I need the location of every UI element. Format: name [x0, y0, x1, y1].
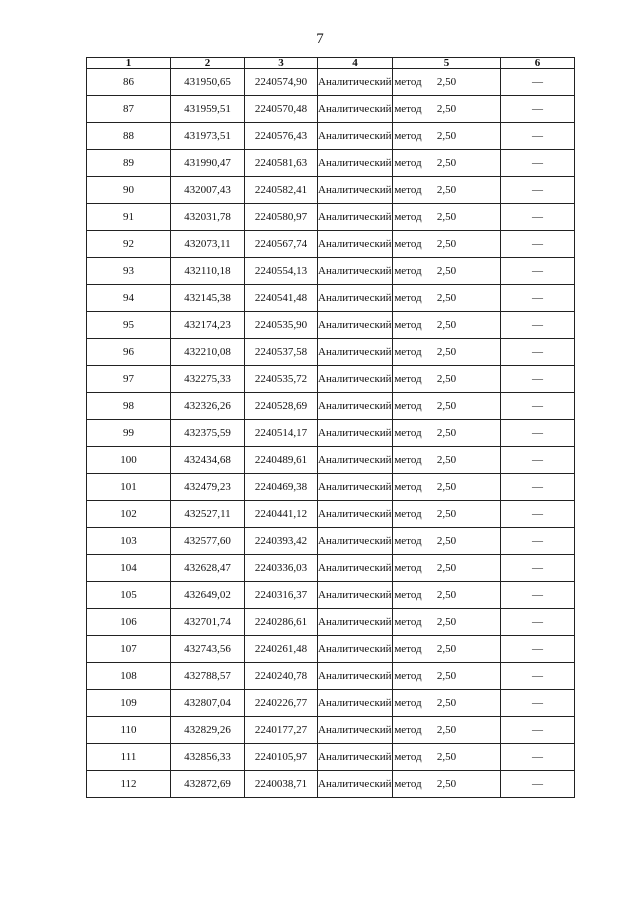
cell-method: Аналитический метод: [318, 339, 393, 366]
column-header-x: 2: [171, 58, 245, 69]
cell-note: —: [501, 96, 575, 123]
cell-method: Аналитический метод: [318, 663, 393, 690]
cell-x-coordinate: 432110,18: [171, 258, 245, 285]
cell-method: Аналитический метод: [318, 528, 393, 555]
cell-y-coordinate: 2240105,97: [245, 744, 318, 771]
cell-point-number: 86: [87, 69, 171, 96]
table-row: [87, 150, 575, 177]
cell-note: —: [501, 150, 575, 177]
cell-method: Аналитический метод: [318, 582, 393, 609]
table-row: [87, 447, 575, 474]
cell-x-coordinate: 432073,11: [171, 231, 245, 258]
table-row: [87, 285, 575, 312]
column-header-point-number: 1: [87, 58, 171, 69]
cell-accuracy: 2,50: [393, 231, 501, 258]
table-row: [87, 366, 575, 393]
cell-method: Аналитический метод: [318, 366, 393, 393]
cell-accuracy: 2,50: [393, 447, 501, 474]
cell-method: Аналитический метод: [318, 717, 393, 744]
cell-accuracy: 2,50: [393, 501, 501, 528]
cell-x-coordinate: 432031,78: [171, 204, 245, 231]
cell-point-number: 104: [87, 555, 171, 582]
cell-note: —: [501, 285, 575, 312]
cell-point-number: 107: [87, 636, 171, 663]
cell-y-coordinate: 2240514,17: [245, 420, 318, 447]
cell-y-coordinate: 2240286,61: [245, 609, 318, 636]
cell-note: —: [501, 231, 575, 258]
cell-method: Аналитический метод: [318, 555, 393, 582]
cell-x-coordinate: 432210,08: [171, 339, 245, 366]
cell-accuracy: 2,50: [393, 771, 501, 798]
page-number: 7: [316, 31, 324, 47]
table-row: [87, 582, 575, 609]
table-row: [87, 690, 575, 717]
cell-point-number: 88: [87, 123, 171, 150]
cell-point-number: 100: [87, 447, 171, 474]
cell-y-coordinate: 2240038,71: [245, 771, 318, 798]
table-row: [87, 393, 575, 420]
cell-note: —: [501, 690, 575, 717]
cell-accuracy: 2,50: [393, 96, 501, 123]
column-header-accuracy: 5: [393, 58, 501, 69]
cell-note: —: [501, 69, 575, 96]
cell-x-coordinate: 432872,69: [171, 771, 245, 798]
cell-accuracy: 2,50: [393, 582, 501, 609]
cell-accuracy: 2,50: [393, 609, 501, 636]
column-header-y: 3: [245, 58, 318, 69]
cell-note: —: [501, 636, 575, 663]
table-row: [87, 663, 575, 690]
cell-point-number: 92: [87, 231, 171, 258]
cell-method: Аналитический метод: [318, 690, 393, 717]
table-row: [87, 609, 575, 636]
cell-note: —: [501, 501, 575, 528]
table-row: [87, 123, 575, 150]
cell-x-coordinate: 432174,23: [171, 312, 245, 339]
table-row: [87, 744, 575, 771]
cell-method: Аналитический метод: [318, 123, 393, 150]
cell-method: Аналитический метод: [318, 447, 393, 474]
cell-accuracy: 2,50: [393, 717, 501, 744]
cell-y-coordinate: 2240535,72: [245, 366, 318, 393]
cell-y-coordinate: 2240393,42: [245, 528, 318, 555]
cell-method: Аналитический метод: [318, 420, 393, 447]
cell-accuracy: 2,50: [393, 339, 501, 366]
cell-note: —: [501, 771, 575, 798]
table-row: [87, 258, 575, 285]
cell-method: Аналитический метод: [318, 69, 393, 96]
cell-point-number: 97: [87, 366, 171, 393]
cell-point-number: 98: [87, 393, 171, 420]
cell-method: Аналитический метод: [318, 609, 393, 636]
cell-y-coordinate: 2240570,48: [245, 96, 318, 123]
cell-x-coordinate: 432701,74: [171, 609, 245, 636]
cell-note: —: [501, 609, 575, 636]
table-row: [87, 177, 575, 204]
cell-point-number: 108: [87, 663, 171, 690]
table-row: [87, 717, 575, 744]
table-row: [87, 528, 575, 555]
table-row: [87, 69, 575, 96]
cell-x-coordinate: 431959,51: [171, 96, 245, 123]
cell-x-coordinate: 432628,47: [171, 555, 245, 582]
cell-method: Аналитический метод: [318, 285, 393, 312]
cell-x-coordinate: 432807,04: [171, 690, 245, 717]
cell-y-coordinate: 2240469,38: [245, 474, 318, 501]
cell-point-number: 109: [87, 690, 171, 717]
cell-note: —: [501, 393, 575, 420]
cell-y-coordinate: 2240541,48: [245, 285, 318, 312]
cell-x-coordinate: 432649,02: [171, 582, 245, 609]
cell-x-coordinate: 432829,26: [171, 717, 245, 744]
cell-point-number: 111: [87, 744, 171, 771]
cell-x-coordinate: 432527,11: [171, 501, 245, 528]
cell-point-number: 95: [87, 312, 171, 339]
coordinates-table: [86, 57, 575, 798]
cell-accuracy: 2,50: [393, 312, 501, 339]
cell-note: —: [501, 582, 575, 609]
column-header-note: 6: [501, 58, 575, 69]
cell-method: Аналитический метод: [318, 744, 393, 771]
cell-y-coordinate: 2240567,74: [245, 231, 318, 258]
cell-x-coordinate: 432375,59: [171, 420, 245, 447]
cell-method: Аналитический метод: [318, 258, 393, 285]
cell-accuracy: 2,50: [393, 366, 501, 393]
table-row: [87, 501, 575, 528]
cell-x-coordinate: 432434,68: [171, 447, 245, 474]
cell-point-number: 94: [87, 285, 171, 312]
table-row: [87, 474, 575, 501]
cell-method: Аналитический метод: [318, 96, 393, 123]
cell-accuracy: 2,50: [393, 528, 501, 555]
cell-point-number: 106: [87, 609, 171, 636]
cell-method: Аналитический метод: [318, 393, 393, 420]
cell-method: Аналитический метод: [318, 771, 393, 798]
cell-y-coordinate: 2240581,63: [245, 150, 318, 177]
cell-note: —: [501, 744, 575, 771]
cell-point-number: 101: [87, 474, 171, 501]
cell-accuracy: 2,50: [393, 744, 501, 771]
cell-method: Аналитический метод: [318, 501, 393, 528]
cell-y-coordinate: 2240226,77: [245, 690, 318, 717]
cell-method: Аналитический метод: [318, 177, 393, 204]
table-row: [87, 312, 575, 339]
cell-y-coordinate: 2240535,90: [245, 312, 318, 339]
cell-point-number: 102: [87, 501, 171, 528]
cell-y-coordinate: 2240554,13: [245, 258, 318, 285]
cell-y-coordinate: 2240261,48: [245, 636, 318, 663]
table-row: [87, 636, 575, 663]
table-row: [87, 555, 575, 582]
cell-y-coordinate: 2240489,61: [245, 447, 318, 474]
cell-method: Аналитический метод: [318, 231, 393, 258]
cell-point-number: 103: [87, 528, 171, 555]
cell-method: Аналитический метод: [318, 204, 393, 231]
cell-x-coordinate: 432856,33: [171, 744, 245, 771]
cell-accuracy: 2,50: [393, 177, 501, 204]
cell-note: —: [501, 204, 575, 231]
cell-x-coordinate: 432145,38: [171, 285, 245, 312]
cell-y-coordinate: 2240316,37: [245, 582, 318, 609]
cell-x-coordinate: 431990,47: [171, 150, 245, 177]
cell-point-number: 99: [87, 420, 171, 447]
cell-accuracy: 2,50: [393, 123, 501, 150]
cell-y-coordinate: 2240240,78: [245, 663, 318, 690]
table-header-row: [87, 58, 575, 69]
cell-note: —: [501, 420, 575, 447]
cell-accuracy: 2,50: [393, 555, 501, 582]
cell-x-coordinate: 432479,23: [171, 474, 245, 501]
cell-note: —: [501, 555, 575, 582]
column-header-method: 4: [318, 58, 393, 69]
cell-accuracy: 2,50: [393, 636, 501, 663]
cell-y-coordinate: 2240580,97: [245, 204, 318, 231]
cell-point-number: 90: [87, 177, 171, 204]
cell-y-coordinate: 2240576,43: [245, 123, 318, 150]
cell-accuracy: 2,50: [393, 474, 501, 501]
cell-point-number: 93: [87, 258, 171, 285]
cell-note: —: [501, 123, 575, 150]
cell-method: Аналитический метод: [318, 474, 393, 501]
cell-accuracy: 2,50: [393, 150, 501, 177]
cell-accuracy: 2,50: [393, 393, 501, 420]
cell-accuracy: 2,50: [393, 204, 501, 231]
cell-point-number: 112: [87, 771, 171, 798]
cell-y-coordinate: 2240582,41: [245, 177, 318, 204]
cell-x-coordinate: 432326,26: [171, 393, 245, 420]
cell-y-coordinate: 2240528,69: [245, 393, 318, 420]
cell-y-coordinate: 2240574,90: [245, 69, 318, 96]
cell-x-coordinate: 432007,43: [171, 177, 245, 204]
cell-point-number: 105: [87, 582, 171, 609]
cell-note: —: [501, 339, 575, 366]
cell-y-coordinate: 2240537,58: [245, 339, 318, 366]
cell-x-coordinate: 432788,57: [171, 663, 245, 690]
cell-x-coordinate: 432743,56: [171, 636, 245, 663]
cell-note: —: [501, 177, 575, 204]
cell-point-number: 87: [87, 96, 171, 123]
cell-note: —: [501, 312, 575, 339]
cell-x-coordinate: 431950,65: [171, 69, 245, 96]
table-row: [87, 231, 575, 258]
cell-point-number: 89: [87, 150, 171, 177]
cell-accuracy: 2,50: [393, 690, 501, 717]
cell-note: —: [501, 366, 575, 393]
cell-method: Аналитический метод: [318, 312, 393, 339]
table-row: [87, 96, 575, 123]
cell-note: —: [501, 474, 575, 501]
cell-x-coordinate: 432275,33: [171, 366, 245, 393]
cell-accuracy: 2,50: [393, 69, 501, 96]
table-row: [87, 420, 575, 447]
cell-note: —: [501, 447, 575, 474]
table-row: [87, 204, 575, 231]
cell-accuracy: 2,50: [393, 258, 501, 285]
cell-note: —: [501, 717, 575, 744]
cell-point-number: 91: [87, 204, 171, 231]
cell-y-coordinate: 2240441,12: [245, 501, 318, 528]
cell-note: —: [501, 258, 575, 285]
cell-accuracy: 2,50: [393, 285, 501, 312]
cell-x-coordinate: 431973,51: [171, 123, 245, 150]
cell-note: —: [501, 663, 575, 690]
cell-y-coordinate: 2240336,03: [245, 555, 318, 582]
cell-note: —: [501, 528, 575, 555]
cell-method: Аналитический метод: [318, 636, 393, 663]
table-row: [87, 339, 575, 366]
cell-point-number: 110: [87, 717, 171, 744]
cell-method: Аналитический метод: [318, 150, 393, 177]
cell-accuracy: 2,50: [393, 420, 501, 447]
cell-x-coordinate: 432577,60: [171, 528, 245, 555]
cell-y-coordinate: 2240177,27: [245, 717, 318, 744]
table-row: [87, 771, 575, 798]
cell-point-number: 96: [87, 339, 171, 366]
cell-accuracy: 2,50: [393, 663, 501, 690]
